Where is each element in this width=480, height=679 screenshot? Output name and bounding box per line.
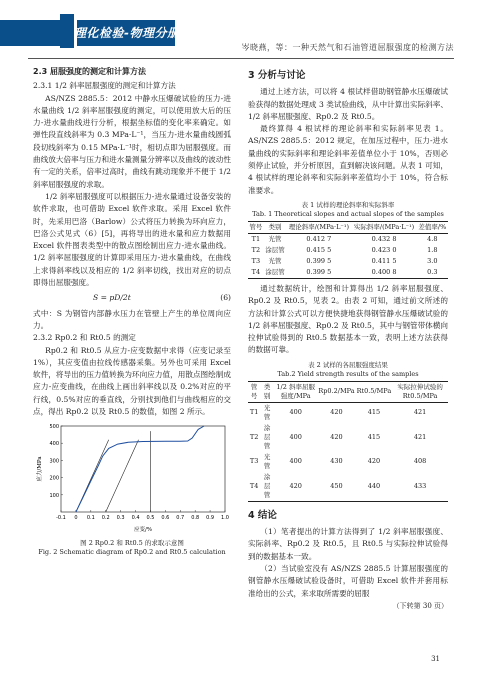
y-tick-label: 500 — [49, 424, 59, 431]
table-cell: 光管 — [263, 452, 271, 470]
x-tick-label: 0 — [74, 515, 78, 522]
figure-caption-en: Fig. 2 Schematic diagram of Rp0.2 and Rt0.5 calculation — [38, 547, 226, 556]
table-cell: T3 — [251, 256, 261, 265]
table-cell: 415 — [367, 408, 381, 417]
x-tick-label: -0.1 — [56, 515, 66, 522]
table-header-cell: 管号 — [250, 382, 258, 400]
running-title: 岑晓燕，等：一种天然气和石油管道屈服强度的检测方法 — [241, 43, 454, 52]
plot-frame — [61, 426, 225, 512]
table-cell: T4 — [249, 481, 259, 490]
table-cell: 3.0 — [427, 256, 438, 265]
table-header-cell: 实际斜率/(MPa·L⁻¹) — [353, 222, 415, 231]
left-column — [33, 66, 231, 557]
header-rule — [28, 58, 454, 59]
right-column — [248, 66, 448, 612]
table-cell: 光管 — [268, 256, 282, 265]
table-cell: 0.423 0 — [371, 245, 397, 254]
section-2-3-1-heading: 2.3.1 1/2 斜率屈服强度的测定和计算方法 — [33, 81, 176, 91]
y-tick-label: 100 — [49, 493, 59, 500]
table-cell: 0.399 5 — [306, 267, 332, 276]
paragraph: （1）笔者提出的计算方法得到了 1/2 斜率屈服强度、实际斜率、Rp0.2 及 Rt0.5，且 Rt0.5 与实际拉伸试验得到的数据基本一致。 — [248, 527, 448, 561]
table-row — [248, 233, 448, 245]
paragraph: （2）当试验室没有 AS/NZS 2885.5 计算屈服强度的钢管静水压爆破试验设备时，可借助 Excel 软件并套用标准给出的公式，来求取所需要的屈服 — [248, 563, 448, 598]
equation-6 — [33, 289, 231, 307]
table-header-cell: 1/2 斜率屈服强度/MPa — [276, 382, 315, 400]
table-2-caption-en: Tab.2 Yield strength results of the samples — [277, 369, 419, 378]
table-header-cell: Rp0.2/MPa — [318, 387, 355, 396]
table-row — [248, 402, 448, 423]
section-3-heading: 3 分析与讨论 — [248, 70, 306, 81]
paragraph: 最终算得 4 根试样的理论斜率和实际斜率见表 1。AS/NZS 2885.5：2012 规定，在加压过程中，压力-进水量曲线的实际斜率和理论斜率差值单位小于 10%，否则必须停止试验，并分析原因，直到解决该问题。从表 1 可知，4 根试样的理论斜率和实际斜率差值均小于 10%，符合标准要求。 — [248, 124, 448, 195]
x-tick-label: 1.0 — [221, 515, 229, 522]
paragraph: 式中：S 为钢管内部静水压力在管壁上产生的单位周向应力。 — [33, 308, 231, 330]
x-tick-label: 0.9 — [206, 515, 215, 522]
table-2 — [248, 381, 448, 502]
table-cell: 433 — [413, 481, 427, 490]
table-cell: 光管 — [268, 234, 282, 243]
table-cell: 4.8 — [427, 234, 438, 243]
table-cell: 400 — [289, 408, 302, 417]
table-cell: T1 — [249, 408, 259, 417]
table-header-cell: 差值率/% — [418, 222, 447, 231]
x-tick-label: 0.6 — [161, 515, 170, 522]
table-cell: 0.400 8 — [371, 267, 397, 276]
table-cell: 涂层管 — [263, 423, 271, 450]
table-cell: 408 — [413, 457, 427, 466]
table-header-cell: 实际拉伸试验的 Rt0.5/MPa — [397, 382, 443, 400]
table-cell: 420 — [367, 457, 381, 466]
equation-body: S = pD/2t — [93, 293, 131, 303]
table-header-cell: 类别 — [263, 382, 271, 400]
x-tick-label: 0.1 — [86, 515, 95, 522]
x-axis-label: 应变/% — [133, 527, 153, 534]
y-tick-label: 400 — [49, 441, 59, 448]
table-1 — [248, 221, 448, 279]
table-cell: 0.432 8 — [371, 234, 397, 243]
stress-strain-chart — [33, 422, 231, 534]
paragraph: Rp0.2 和 Rt0.5 从应力-应变数据中求得（应变记录至 1%），其应变值由拉线传感器采集。另外也可采用 Excel 软件，将导出的压力值转换为环向应力值，用散点图绘制成应力-应变曲线，在曲线上画出斜率线以及 0.2%对应的平行线，0.5%对应的垂直线，分别找到他们与曲线相应的交点，得出 Rp0.2 以及 Rt0.5 的数值，如图 2 所示。 — [33, 345, 231, 417]
table-cell: 0.399 5 — [306, 256, 332, 265]
paragraph: AS/NZS 2885.5：2012 中静水压爆破试验的压力-进水量曲线 1/2 斜率屈服强度的测定，可以使用放大后的压力-进水量曲线进行分析，根据坐标值的变化率来确定。如弹性段直线斜率为 0.3 MPa·L⁻¹，当压力-进水量曲线圆弧段切线斜率为 0.15 MPa·L⁻¹时，相切点即为屈服强度。而曲线放大倍率与压力和进水量测量分辨率以及曲线的波动性有一定的关系，倍率过高时，曲线有跳动现象并不便于 1/2 斜率屈服强度的求取。 — [33, 93, 231, 189]
table-row — [248, 472, 448, 502]
offset-0.2-line — [106, 440, 139, 512]
table-cell: T2 — [249, 432, 259, 441]
table-cell: 涂层管 — [265, 267, 285, 276]
table-cell: 涂层管 — [263, 472, 271, 499]
table-cell: 0.412 7 — [306, 234, 332, 243]
section-2-3-heading: 2.3 屈服强度的测定和计算方法 — [33, 67, 146, 76]
x-tick-label: 0.8 — [191, 515, 200, 522]
table-row — [248, 256, 448, 267]
table-row — [248, 245, 448, 256]
table-cell: T1 — [251, 234, 261, 243]
x-tick-label: 0.3 — [116, 515, 125, 522]
figure-caption-cn: 图 2 Rp0.2 和 Rt0.5 的求取示意图 — [80, 538, 184, 547]
table-cell: 421 — [413, 432, 427, 441]
table-cell: T2 — [251, 245, 261, 254]
y-tick-label: 300 — [49, 458, 59, 465]
x-tick-label: 0.7 — [176, 515, 185, 522]
y-tick-label: 200 — [49, 475, 59, 482]
table-cell: 420 — [289, 481, 302, 490]
table-header-cell: 管号 — [249, 222, 263, 231]
table-2-caption-cn: 表 2 试样的各屈服强度结果 — [308, 360, 388, 369]
table-cell: 450 — [330, 481, 343, 490]
paragraph: 通过数据统计，绘图和计算得出 1/2 斜率屈服强度、Rp0.2 及 Rt0.5，见表 2。由表 2 可知，通过前文所述的方法和计算公式可以方便快捷地获得钢管静水压爆破试验的 1/2 斜率屈服强度、Rp0.2 及 Rt0.5，其中与钢管带体横向拉伸试验得到的 Rt0.5 数据基本一致，表明上述方法获得的数据可靠。 — [248, 283, 448, 355]
table-header-cell: 类别 — [268, 222, 282, 231]
table-cell: T4 — [251, 267, 261, 276]
table-cell: 440 — [367, 481, 381, 490]
continued-note: （下转第 30 页） — [392, 601, 448, 610]
section-2-3-2-heading: 2.3.2 Rp0.2 和 Rt0.5 的测定 — [33, 333, 136, 343]
table-cell: 光管 — [263, 403, 271, 421]
table-cell: 0.415 5 — [306, 245, 332, 254]
paragraph: 通过上述方法，可以将 4 根试样借助钢管静水压爆破试验获得的数据处理成 3 类试验曲线，从中计算出实际斜率、1/2 斜率屈服强度、Rp0.2 及 Rt0.5。 — [248, 87, 448, 121]
y-axis-label: 应力/MPa — [37, 456, 43, 482]
paragraph: 1/2 斜率屈服强度可以根据压力-进水量通过设备安装的软件求取，也可借助 Excel 软件求取。采用 Excel 软件时，先采用巴洛（Barlow）公式将压力转换为环向应力，巴洛公式见式（6）[5]，再将导出的进水量和应力数据用 Excel 软件图表类型中的散点图绘制出应力-进水量曲线。1/2 斜率屈服强度的计算即采用压力-进水量曲线，在曲线上求得斜率线以及相应的 1/2 斜率切线，找出对应的切点即得出屈服强度。 — [33, 191, 231, 288]
table-cell: 0.3 — [427, 267, 438, 276]
table-cell: 421 — [413, 408, 427, 417]
table-cell: 涂层管 — [265, 245, 285, 254]
table-row — [248, 423, 448, 452]
equation-number: (6) — [220, 293, 231, 303]
figure-2 — [33, 422, 231, 556]
page-header — [0, 0, 480, 58]
table-cell: 415 — [367, 432, 381, 441]
table-1-caption-en: Tab. 1 Theoretical slopes and actual slopes of the samples — [252, 209, 444, 218]
table-cell: 1.8 — [427, 245, 438, 254]
table-cell: 400 — [289, 457, 302, 466]
x-tick-label: 0.4 — [131, 515, 140, 522]
journal-logo-text: 理化检验-物理分册 — [74, 26, 180, 40]
table-cell: 400 — [289, 432, 302, 441]
table-cell: 430 — [330, 457, 343, 466]
table-1-caption-cn: 表 1 试样的理论斜率和实际斜率 — [301, 200, 395, 209]
section-4-heading: 4 结论 — [248, 509, 277, 521]
table-cell: T3 — [249, 457, 259, 466]
table-header-cell: Rt0.5/MPa — [356, 387, 392, 396]
x-tick-label: 0.2 — [101, 515, 110, 522]
page-number: 31 — [431, 655, 440, 663]
table-cell: 420 — [330, 408, 343, 417]
x-tick-label: 0.5 — [146, 515, 155, 522]
table-cell: 420 — [330, 432, 343, 441]
table-cell: 0.411 5 — [371, 256, 397, 265]
table-row — [248, 267, 448, 279]
table-header-cell: 理论斜率/(MPa·L⁻¹) — [288, 222, 349, 231]
table-row — [248, 452, 448, 472]
